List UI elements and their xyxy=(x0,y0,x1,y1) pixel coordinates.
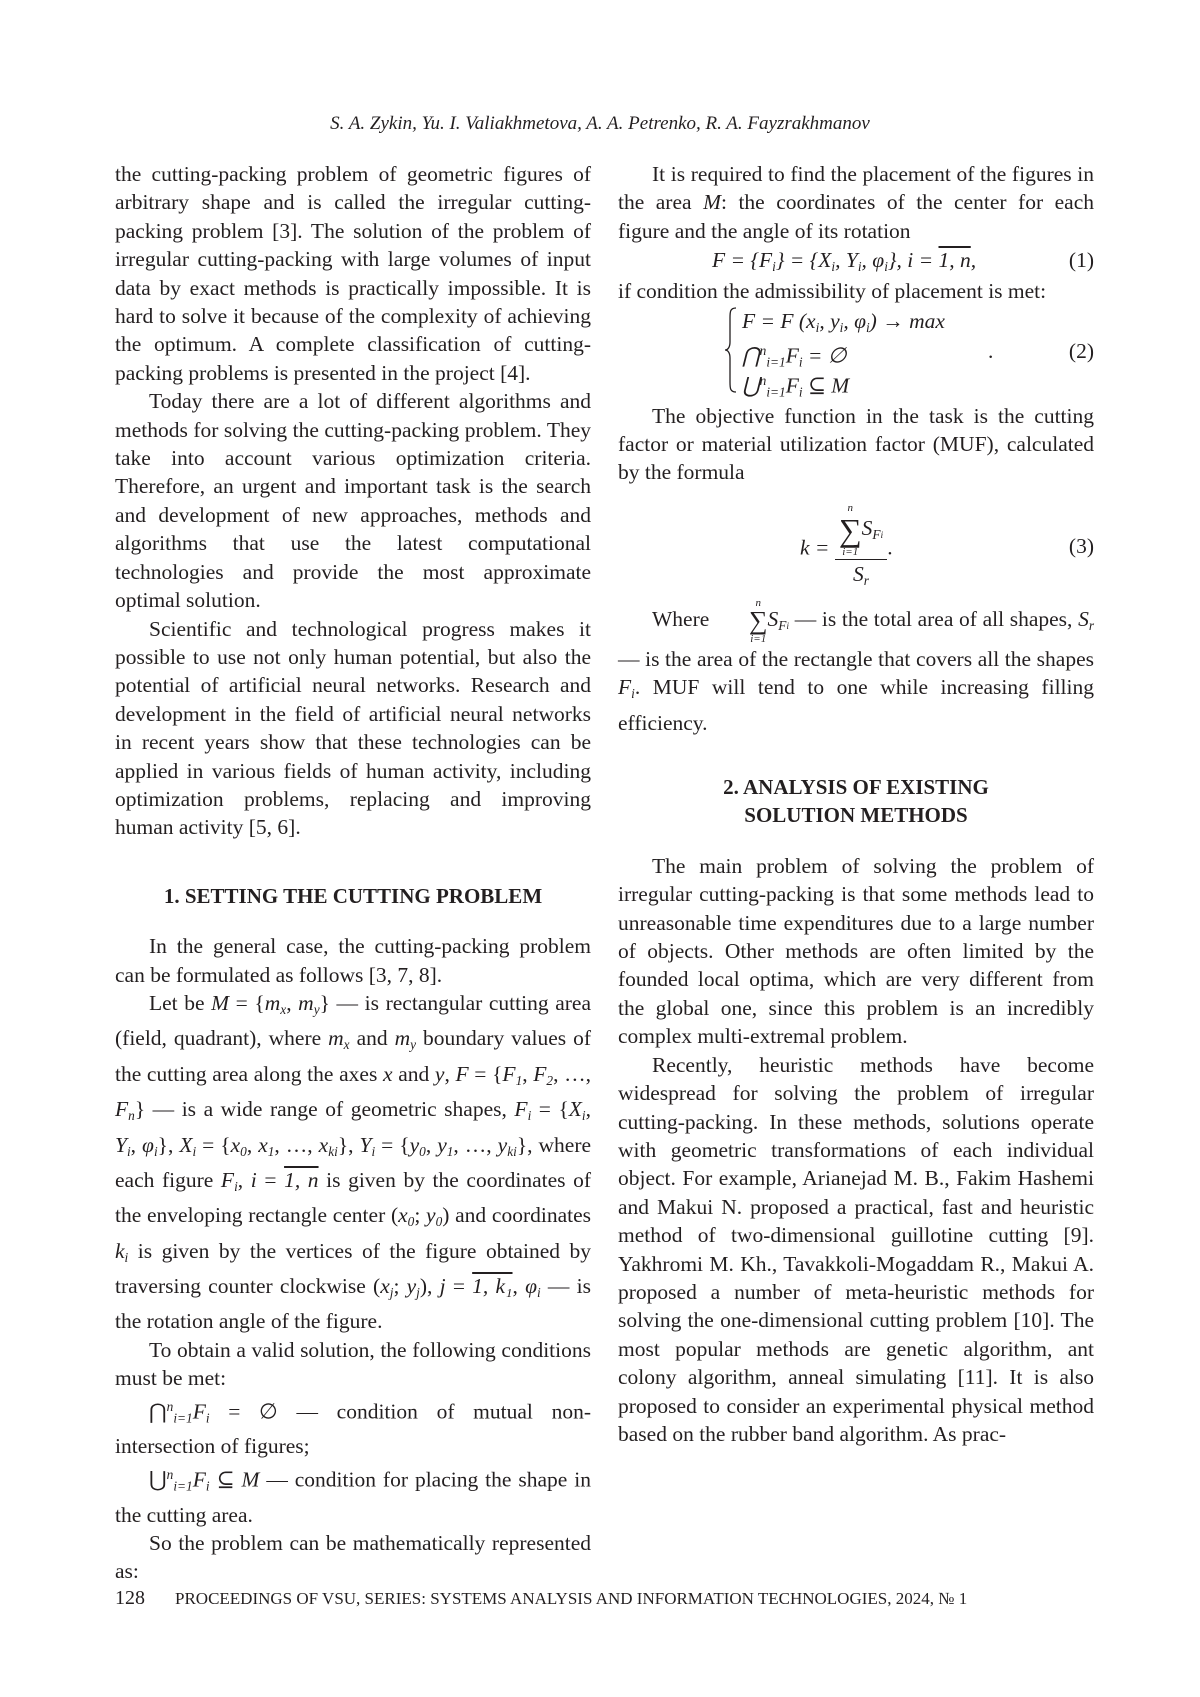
text-run: ), xyxy=(420,1274,440,1298)
eq-dot: . xyxy=(988,338,993,364)
paragraph xyxy=(115,387,591,614)
fraction xyxy=(835,501,887,595)
math-sub: i xyxy=(631,686,635,701)
eq-text: k = xyxy=(800,535,829,559)
text-run: So the problem can be mathematically represented as: xyxy=(115,1531,591,1583)
eq-overline: 1, n xyxy=(939,248,971,272)
sum-sign: ∑ xyxy=(715,609,768,633)
math-var: m xyxy=(265,991,281,1015)
math-sub: ki xyxy=(507,1144,517,1159)
text-run: — is the total area of all shapes, xyxy=(789,607,1078,631)
equation-number: (1) xyxy=(1069,247,1094,273)
eq-dot: . xyxy=(887,535,892,559)
text-run: , xyxy=(131,1133,142,1157)
paragraph xyxy=(618,1051,1094,1449)
equation-1 xyxy=(618,245,1094,277)
text-run: ) and coordinates xyxy=(442,1203,591,1227)
sum-lower: i=1 xyxy=(715,633,768,645)
journal-name: PROCEEDINGS OF VSU, SERIES: SYSTEMS ANALYSIS AND INFORMATION TECHNOLOGIES, 2024, № 1 xyxy=(175,1589,967,1608)
paragraph xyxy=(115,989,591,1336)
text-run: } — is a wide range of geometric shapes, xyxy=(135,1097,515,1121)
eq-text: , xyxy=(971,248,976,272)
section-title-line-1: 2. ANALYSIS OF EXISTING xyxy=(618,773,1094,801)
math-sup: n xyxy=(167,1467,174,1482)
paragraph xyxy=(618,852,1094,1051)
eq-text: } = {X xyxy=(776,248,832,272)
math-var: F xyxy=(502,1062,515,1086)
math-sub: 0 xyxy=(240,1144,247,1159)
math-overline: 1, n xyxy=(284,1168,318,1192)
sum-icon xyxy=(839,501,862,559)
paragraph xyxy=(618,277,1094,305)
text-run: It is required to find the placement of the figures in the area xyxy=(618,162,1094,214)
eq-sub: i xyxy=(884,259,888,274)
text-run: , xyxy=(426,1133,437,1157)
math-var: x xyxy=(231,1133,241,1157)
math-var: y xyxy=(498,1133,508,1157)
eq-text: ⋂ xyxy=(742,343,760,367)
math-var: j xyxy=(440,1274,446,1298)
text-run: ⋃ xyxy=(149,1467,167,1491)
paragraph xyxy=(115,615,591,842)
math-var: y xyxy=(410,1133,420,1157)
eq-text: ⊆ M xyxy=(803,373,850,397)
eq-sub: i=1 xyxy=(766,354,785,369)
text-run: , …, xyxy=(553,1062,591,1086)
math-var: F xyxy=(193,1467,206,1491)
section-2-heading xyxy=(618,773,1094,830)
eq-text: F xyxy=(786,373,799,397)
math-sub: F xyxy=(778,618,786,633)
eq-sup: n xyxy=(760,373,767,388)
text-run: , xyxy=(522,1062,533,1086)
math-sub: j xyxy=(390,1285,394,1300)
footer xyxy=(0,1586,1200,1631)
denominator xyxy=(835,560,887,595)
eq-sub: i xyxy=(799,354,803,369)
math-sub: i xyxy=(125,1250,129,1265)
eq-text: F = F (x xyxy=(742,309,816,333)
text-run: ; xyxy=(393,1274,406,1298)
math-sub: i xyxy=(206,1410,210,1425)
equation-3-body xyxy=(800,501,893,595)
math-var: M xyxy=(241,1467,259,1491)
math-sub: 0 xyxy=(408,1214,415,1229)
left-brace-icon xyxy=(724,306,738,394)
math-sub: 0 xyxy=(419,1144,426,1159)
text-run: The main problem of solving the problem of irregular cutting-packing is that some methods lead to unreasonable time expenditures due to a large number of objects. Other methods are often limited by the founded local optima, which are very different from the global one, since this problem is an incredibly complex multi-extremal problem. xyxy=(618,854,1094,1048)
text-run: = xyxy=(257,1168,284,1192)
equation-number: (2) xyxy=(1069,338,1094,364)
math-sub: i xyxy=(154,1144,158,1159)
math-sub: 1 xyxy=(447,1144,454,1159)
text-run: ⊆ xyxy=(210,1467,242,1491)
text-run: Today there are a lot of different algorithms and methods for solving the cutting-packing problem. They take into account various optimization criteria. Therefore, an urgent and important task is the search and development of new approaches, methods and algorithms that use the latest computational technologies and provide the most approximate optimal solution. xyxy=(115,389,591,612)
text-run: , xyxy=(247,1133,258,1157)
left-column xyxy=(115,160,591,1586)
eq2-line-3 xyxy=(742,368,849,405)
eq2-line-1 xyxy=(742,308,945,341)
math-sub: i xyxy=(127,1144,131,1159)
text-run: }, xyxy=(158,1133,180,1157)
eq-text: , y xyxy=(819,309,839,333)
text-run: = { xyxy=(469,1062,503,1086)
text-run: — is the area of the rectangle that covers all the shapes xyxy=(618,647,1094,671)
math-sub: y xyxy=(314,1002,320,1017)
math-sub: i xyxy=(537,1285,541,1300)
math-var: i xyxy=(251,1168,257,1192)
eq-text: S xyxy=(862,516,873,540)
text-run: }, xyxy=(338,1133,360,1157)
math-var: F xyxy=(115,1097,128,1121)
paragraph xyxy=(618,160,1094,245)
math-var: x xyxy=(319,1133,329,1157)
text-run: , xyxy=(286,991,298,1015)
text-run: is given by the vertices of the figure obtained by traversing counter clockwise ( xyxy=(115,1239,591,1298)
math-var: Y xyxy=(115,1133,127,1157)
math-var: φ xyxy=(142,1133,154,1157)
math-sub: 0 xyxy=(436,1214,443,1229)
text-run: Scientific and technological progress makes it possible to use not only human potential, but also the potential of artificial neural networks. Research and development in the field of artificial neural networks in recent years show that these technologies can be applied in various fields of human activity, including optimization problems, replacing and improving human activity [5, 6]. xyxy=(115,617,591,840)
eq-sup: n xyxy=(760,343,767,358)
paragraph xyxy=(115,1529,591,1586)
paragraph xyxy=(618,597,1094,737)
text-run: Where xyxy=(652,607,715,631)
math-var: x xyxy=(258,1133,268,1157)
running-header: S. A. Zykin, Yu. I. Valiakhmetova, A. A. Petrenko, R. A. Fayzrakhmanov xyxy=(0,112,1200,136)
text-run: . MUF will tend to one while increasing filling efficiency. xyxy=(618,675,1094,734)
eq-text: F = {F xyxy=(712,248,772,272)
math-var: k xyxy=(115,1239,125,1263)
text-run: }, where each figure xyxy=(115,1133,591,1192)
eq-text: F xyxy=(786,343,799,367)
eq-sub: i xyxy=(816,320,820,335)
math-sub: y xyxy=(410,1037,416,1052)
math-var: m xyxy=(328,1026,344,1050)
math-var: m xyxy=(395,1026,411,1050)
math-var: X xyxy=(179,1133,192,1157)
eq-text: , φ xyxy=(862,248,885,272)
eq-sub: i xyxy=(840,320,844,335)
math-sub: x xyxy=(280,1002,286,1017)
math-var: Y xyxy=(360,1133,372,1157)
sum-upper: n xyxy=(715,597,768,609)
eq-text: }, i = xyxy=(888,248,939,272)
math-var: φ xyxy=(525,1274,537,1298)
math-var: y xyxy=(435,1062,445,1086)
text-run: , xyxy=(238,1168,251,1192)
numerator xyxy=(835,501,887,560)
text-run: the cutting-packing problem of geometric figures of arbitrary shape and is called the irregular cutting-packing problem [3]. The solution of the problem of irregular cutting-packing with large volumes of input data by exact methods is practically impossible. It is hard to solve it because of the complexity of achieving the optimum. A complete classification of cutting-packing problems is presented in the project [4]. xyxy=(115,162,591,385)
sum-lower: i=1 xyxy=(839,545,862,559)
math-sub: i xyxy=(786,621,789,632)
text-run: and xyxy=(393,1062,435,1086)
math-sub: 1 xyxy=(516,1073,523,1088)
math-var: F xyxy=(221,1168,234,1192)
eq-text: , φ xyxy=(843,309,866,333)
text-run: ; xyxy=(414,1203,426,1227)
equation-1-body xyxy=(712,247,976,280)
eq-sub: i xyxy=(831,259,835,274)
math-var: x xyxy=(398,1203,408,1227)
eq-text: = ∅ xyxy=(803,343,847,367)
text-run: and xyxy=(350,1026,395,1050)
text-run: ⋂ xyxy=(149,1399,167,1423)
math-var: y xyxy=(407,1274,417,1298)
paragraph xyxy=(115,932,591,989)
math-var: y xyxy=(426,1203,436,1227)
eq-sub: r xyxy=(864,573,869,588)
page-body xyxy=(0,160,1200,1631)
math-var: M xyxy=(703,190,721,214)
math-overline: 1, k₁ xyxy=(472,1274,512,1298)
sum-sign: ∑ xyxy=(839,515,862,545)
right-block-4 xyxy=(618,597,1094,737)
paragraph xyxy=(618,402,1094,487)
equation-3 xyxy=(618,493,1094,597)
eq-sub: i xyxy=(866,320,870,335)
equation-number: (3) xyxy=(1069,533,1094,559)
math-sup: n xyxy=(167,1399,174,1414)
section-title-line-2: SOLUTION METHODS xyxy=(618,801,1094,829)
eq-sub: i=1 xyxy=(766,384,785,399)
section-1-heading xyxy=(115,882,591,910)
math-sub: i=1 xyxy=(173,1410,192,1425)
eq-text: ⋃ xyxy=(742,373,760,397)
math-var: S xyxy=(767,607,778,631)
right-column xyxy=(618,160,1094,1586)
text-run: — is the rotation angle of the figure. xyxy=(115,1274,591,1333)
text-run: boundary values of the cutting area along the axes xyxy=(115,1026,591,1085)
text-run: In the general case, the cutting-packing problem can be formulated as follows [3, 7, 8]. xyxy=(115,934,591,986)
eq-text: , Y xyxy=(835,248,858,272)
text-run: = { xyxy=(531,1097,569,1121)
math-var: F xyxy=(618,675,631,699)
eq-sub: F xyxy=(872,527,880,542)
text-run: , xyxy=(444,1062,455,1086)
eq-sub: i xyxy=(799,384,803,399)
math-sub: i xyxy=(528,1108,532,1123)
math-sub: x xyxy=(344,1037,350,1052)
math-sub: i xyxy=(234,1179,238,1194)
math-sub: 1 xyxy=(268,1144,275,1159)
left-column-block-2 xyxy=(115,932,591,1586)
text-run: = { xyxy=(196,1133,230,1157)
eq-sub: i xyxy=(881,530,884,541)
text-run: , xyxy=(513,1274,526,1298)
right-column-block-5 xyxy=(618,852,1094,1449)
columns xyxy=(0,160,1200,1586)
equation-2 xyxy=(618,306,1094,398)
math-sub: n xyxy=(128,1108,135,1123)
math-sub: ki xyxy=(328,1144,338,1159)
paragraph xyxy=(115,1461,591,1529)
eq-text: ) → max xyxy=(870,309,945,333)
text-run: : the coordinates of the center for each figure and the angle of its rotation xyxy=(618,190,1094,242)
text-run: = { xyxy=(229,991,265,1015)
text-run: Recently, heuristic methods have become widespread for solving the problem of irregular cutting-packing. In these methods, solutions operate with geometric transformations of each individual object. For example, Arianejad M. B., Fakim Hashemi and Makui N. proposed a practical, fast and heuristic method of two-dimensional guillotine cutting [9]. Yakhromi M. Kh., Tavakkoli-Mogaddam R., Makui A. proposed a number of meta-heuristic methods for solving the one-dimensional cutting problem [10]. The most popular methods are genetic algorithm, ant colony algorithm, anneal simulating [11]. It is also proposed to consider an experimental physical method based on the rubber band algorithm. As prac- xyxy=(618,1053,1094,1446)
math-var: x xyxy=(383,1062,393,1086)
text-run: To obtain a valid solution, the following conditions must be met: xyxy=(115,1338,591,1390)
math-var: x xyxy=(380,1274,390,1298)
paragraph xyxy=(115,1336,591,1393)
sum-icon xyxy=(715,597,768,645)
math-sub: j xyxy=(416,1285,420,1300)
eq-sub: i xyxy=(772,259,776,274)
eq-text: S xyxy=(853,562,864,586)
left-column-block-1 xyxy=(115,160,591,842)
math-sub: i xyxy=(582,1108,586,1123)
math-var: F xyxy=(193,1399,206,1423)
text-run: } — is rectangular cutting area (field, quadrant), where xyxy=(115,991,591,1050)
text-run: if condition the admissibility of placement is met: xyxy=(618,279,1046,303)
paragraph xyxy=(115,1393,591,1461)
math-sub: i xyxy=(192,1144,196,1159)
eq-sub: i xyxy=(858,259,862,274)
math-var: S xyxy=(1078,607,1089,631)
paragraph xyxy=(115,160,591,387)
math-var: m xyxy=(298,991,314,1015)
text-run: = { xyxy=(375,1133,409,1157)
math-var: F xyxy=(533,1062,546,1086)
text-run: is given by the coordinates of the enveloping rectangle center ( xyxy=(115,1168,591,1227)
math-var: y xyxy=(437,1133,447,1157)
text-run: , xyxy=(586,1097,591,1121)
text-run: — condition for placing the shape in the cutting area. xyxy=(115,1467,591,1526)
math-var: M xyxy=(211,991,229,1015)
right-block-3 xyxy=(618,402,1094,487)
math-var: X xyxy=(569,1097,582,1121)
math-var: F xyxy=(514,1097,527,1121)
math-sub: r xyxy=(1089,618,1094,633)
sum-upper: n xyxy=(839,501,862,515)
math-var: F xyxy=(456,1062,469,1086)
text-run: Let be xyxy=(149,991,211,1015)
text-run: = xyxy=(446,1274,473,1298)
math-sub: 2 xyxy=(546,1073,553,1088)
text-run: = ∅ — condition of mutual non-intersection of figures; xyxy=(115,1399,591,1458)
section-title: 1. SETTING THE CUTTING PROBLEM xyxy=(115,882,591,910)
right-block-1 xyxy=(618,160,1094,245)
math-sub: i xyxy=(206,1478,210,1493)
text-run: The objective function in the task is the cutting factor or material utilization factor (MUF), calculated by the formula xyxy=(618,404,1094,485)
page-number: 128 xyxy=(115,1587,145,1609)
text-run: , …, xyxy=(453,1133,497,1157)
text-run: , …, xyxy=(274,1133,318,1157)
right-block-2 xyxy=(618,277,1094,305)
math-sub: i xyxy=(371,1144,375,1159)
math-sub: i=1 xyxy=(173,1478,192,1493)
